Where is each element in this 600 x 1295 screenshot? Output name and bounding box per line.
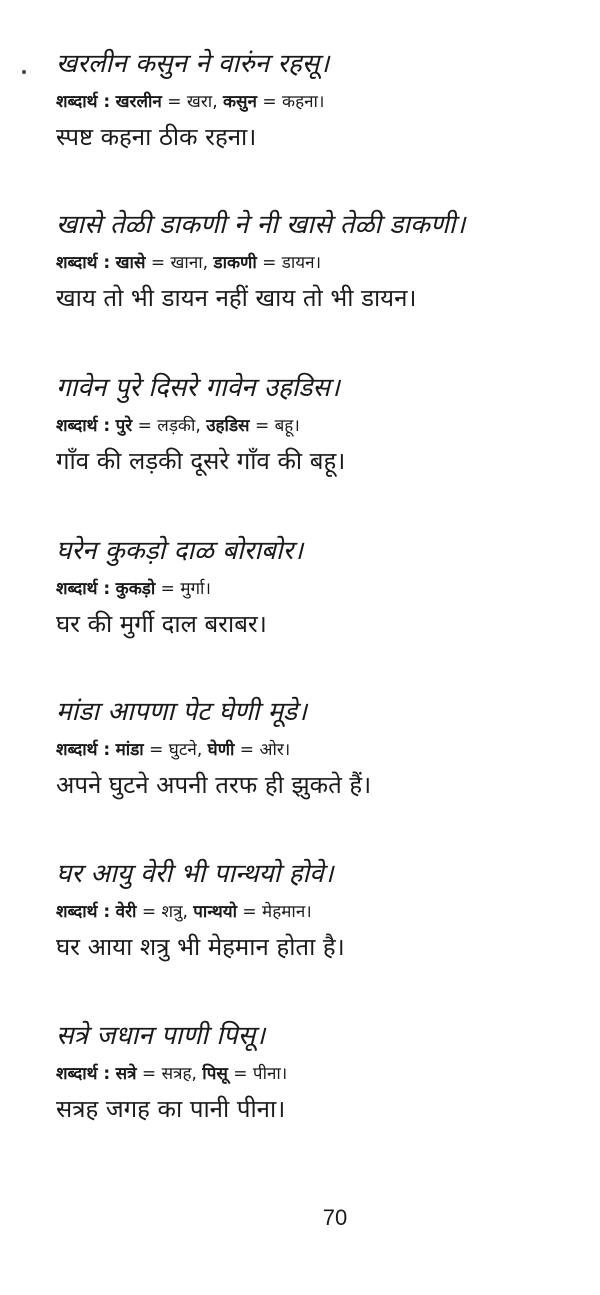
meaning-term: खासे (115, 253, 146, 273)
meaning-term: पिसू (202, 1064, 228, 1084)
proverb-entry (56, 46, 576, 154)
proverb-text: गावेन पुरे दिसरे गावेन उहडिस। (56, 373, 340, 403)
proverb-translation: खाय तो भी डायन नहीं खाय तो भी डायन। (56, 284, 417, 312)
proverb-translation: सत्रह जगह का पानी पीना। (56, 1095, 286, 1123)
meaning-term: पुरे (115, 416, 133, 436)
meaning-definition: = मुर्गा। (155, 579, 211, 599)
meaning-definition: = सत्रह, (136, 1064, 203, 1084)
word-meaning (56, 88, 576, 116)
proverb-entry (56, 1018, 576, 1126)
meaning-label: शब्दार्थ : (56, 1064, 111, 1084)
proverb-translation: गाँव की लड़की दूसरे गाँव की बहू। (56, 447, 346, 475)
proverb-entry (56, 207, 576, 315)
meaning-definition: = लड़की, (132, 416, 207, 436)
meaning-label: शब्दार्थ : (56, 579, 111, 599)
proverb-text: खरलीन कसुन ने वारुंन रहसू। (56, 49, 330, 79)
word-meaning (56, 412, 576, 440)
meaning-term: पान्थयो (193, 902, 237, 922)
proverb-text: सत्रे जधान पाणी पिसू। (56, 1021, 266, 1051)
meaning-term: कुकड़ो (115, 579, 156, 599)
word-meaning (56, 249, 576, 277)
meaning-definition: = बहू। (249, 416, 300, 436)
proverb-entry (56, 694, 576, 802)
proverb-translation: घर की मुर्गी दाल बराबर। (56, 610, 267, 638)
word-meaning (56, 1060, 576, 1088)
word-meaning (56, 575, 576, 603)
meaning-term: खरलीन (115, 92, 162, 112)
meaning-term: कसुन (223, 92, 257, 112)
meaning-label: शब्दार्थ : (56, 740, 111, 760)
proverb-text: मांडा आपणा पेट घेणी मूडे। (56, 697, 307, 727)
meaning-label: शब्दार्थ : (56, 92, 111, 112)
proverb-translation: घर आया शत्रु भी मेहमान होता है। (56, 933, 345, 961)
word-meaning (56, 736, 576, 764)
meaning-label: शब्दार्थ : (56, 416, 111, 436)
meaning-definition: = मेहमान। (237, 902, 312, 922)
meaning-definition: = घुटने, (143, 740, 208, 760)
meaning-definition: = खाना, (145, 253, 214, 273)
meaning-term: घेणी (207, 740, 235, 760)
proverb-entry (56, 370, 576, 478)
meaning-term: मांडा (115, 740, 144, 760)
word-meaning (56, 898, 576, 926)
meaning-definition: = कहना। (256, 92, 325, 112)
proverb-text: घर आयु वेरी भी पान्थयो होवे। (56, 859, 334, 889)
meaning-definition: = डायन। (256, 253, 322, 273)
meaning-term: सत्रे (115, 1064, 137, 1084)
meaning-label: शब्दार्थ : (56, 902, 111, 922)
meaning-definition: = ओर। (234, 740, 291, 760)
proverb-entry (56, 533, 576, 641)
proverb-translation: अपने घुटने अपनी तरफ ही झुकते हैं। (56, 771, 372, 799)
margin-dot (22, 70, 26, 74)
meaning-definition: = शत्रु, (136, 902, 194, 922)
meaning-definition: = पीना। (227, 1064, 288, 1084)
proverb-text: घरेन कुकड़ो दाळ बोराबोर। (56, 536, 304, 566)
meaning-term: डाकणी (213, 253, 257, 273)
meaning-definition: = खरा, (161, 92, 223, 112)
proverb-entry (56, 856, 576, 964)
page-number: 70 (322, 1205, 348, 1230)
meaning-label: शब्दार्थ : (56, 253, 111, 273)
proverb-text: खासे तेळी डाकणी ने नी खासे तेळी डाकणी। (56, 210, 466, 240)
proverb-translation: स्पष्ट कहना ठीक रहना। (56, 123, 257, 151)
meaning-term: वेरी (115, 902, 137, 922)
meaning-term: उहडिस (206, 416, 250, 436)
